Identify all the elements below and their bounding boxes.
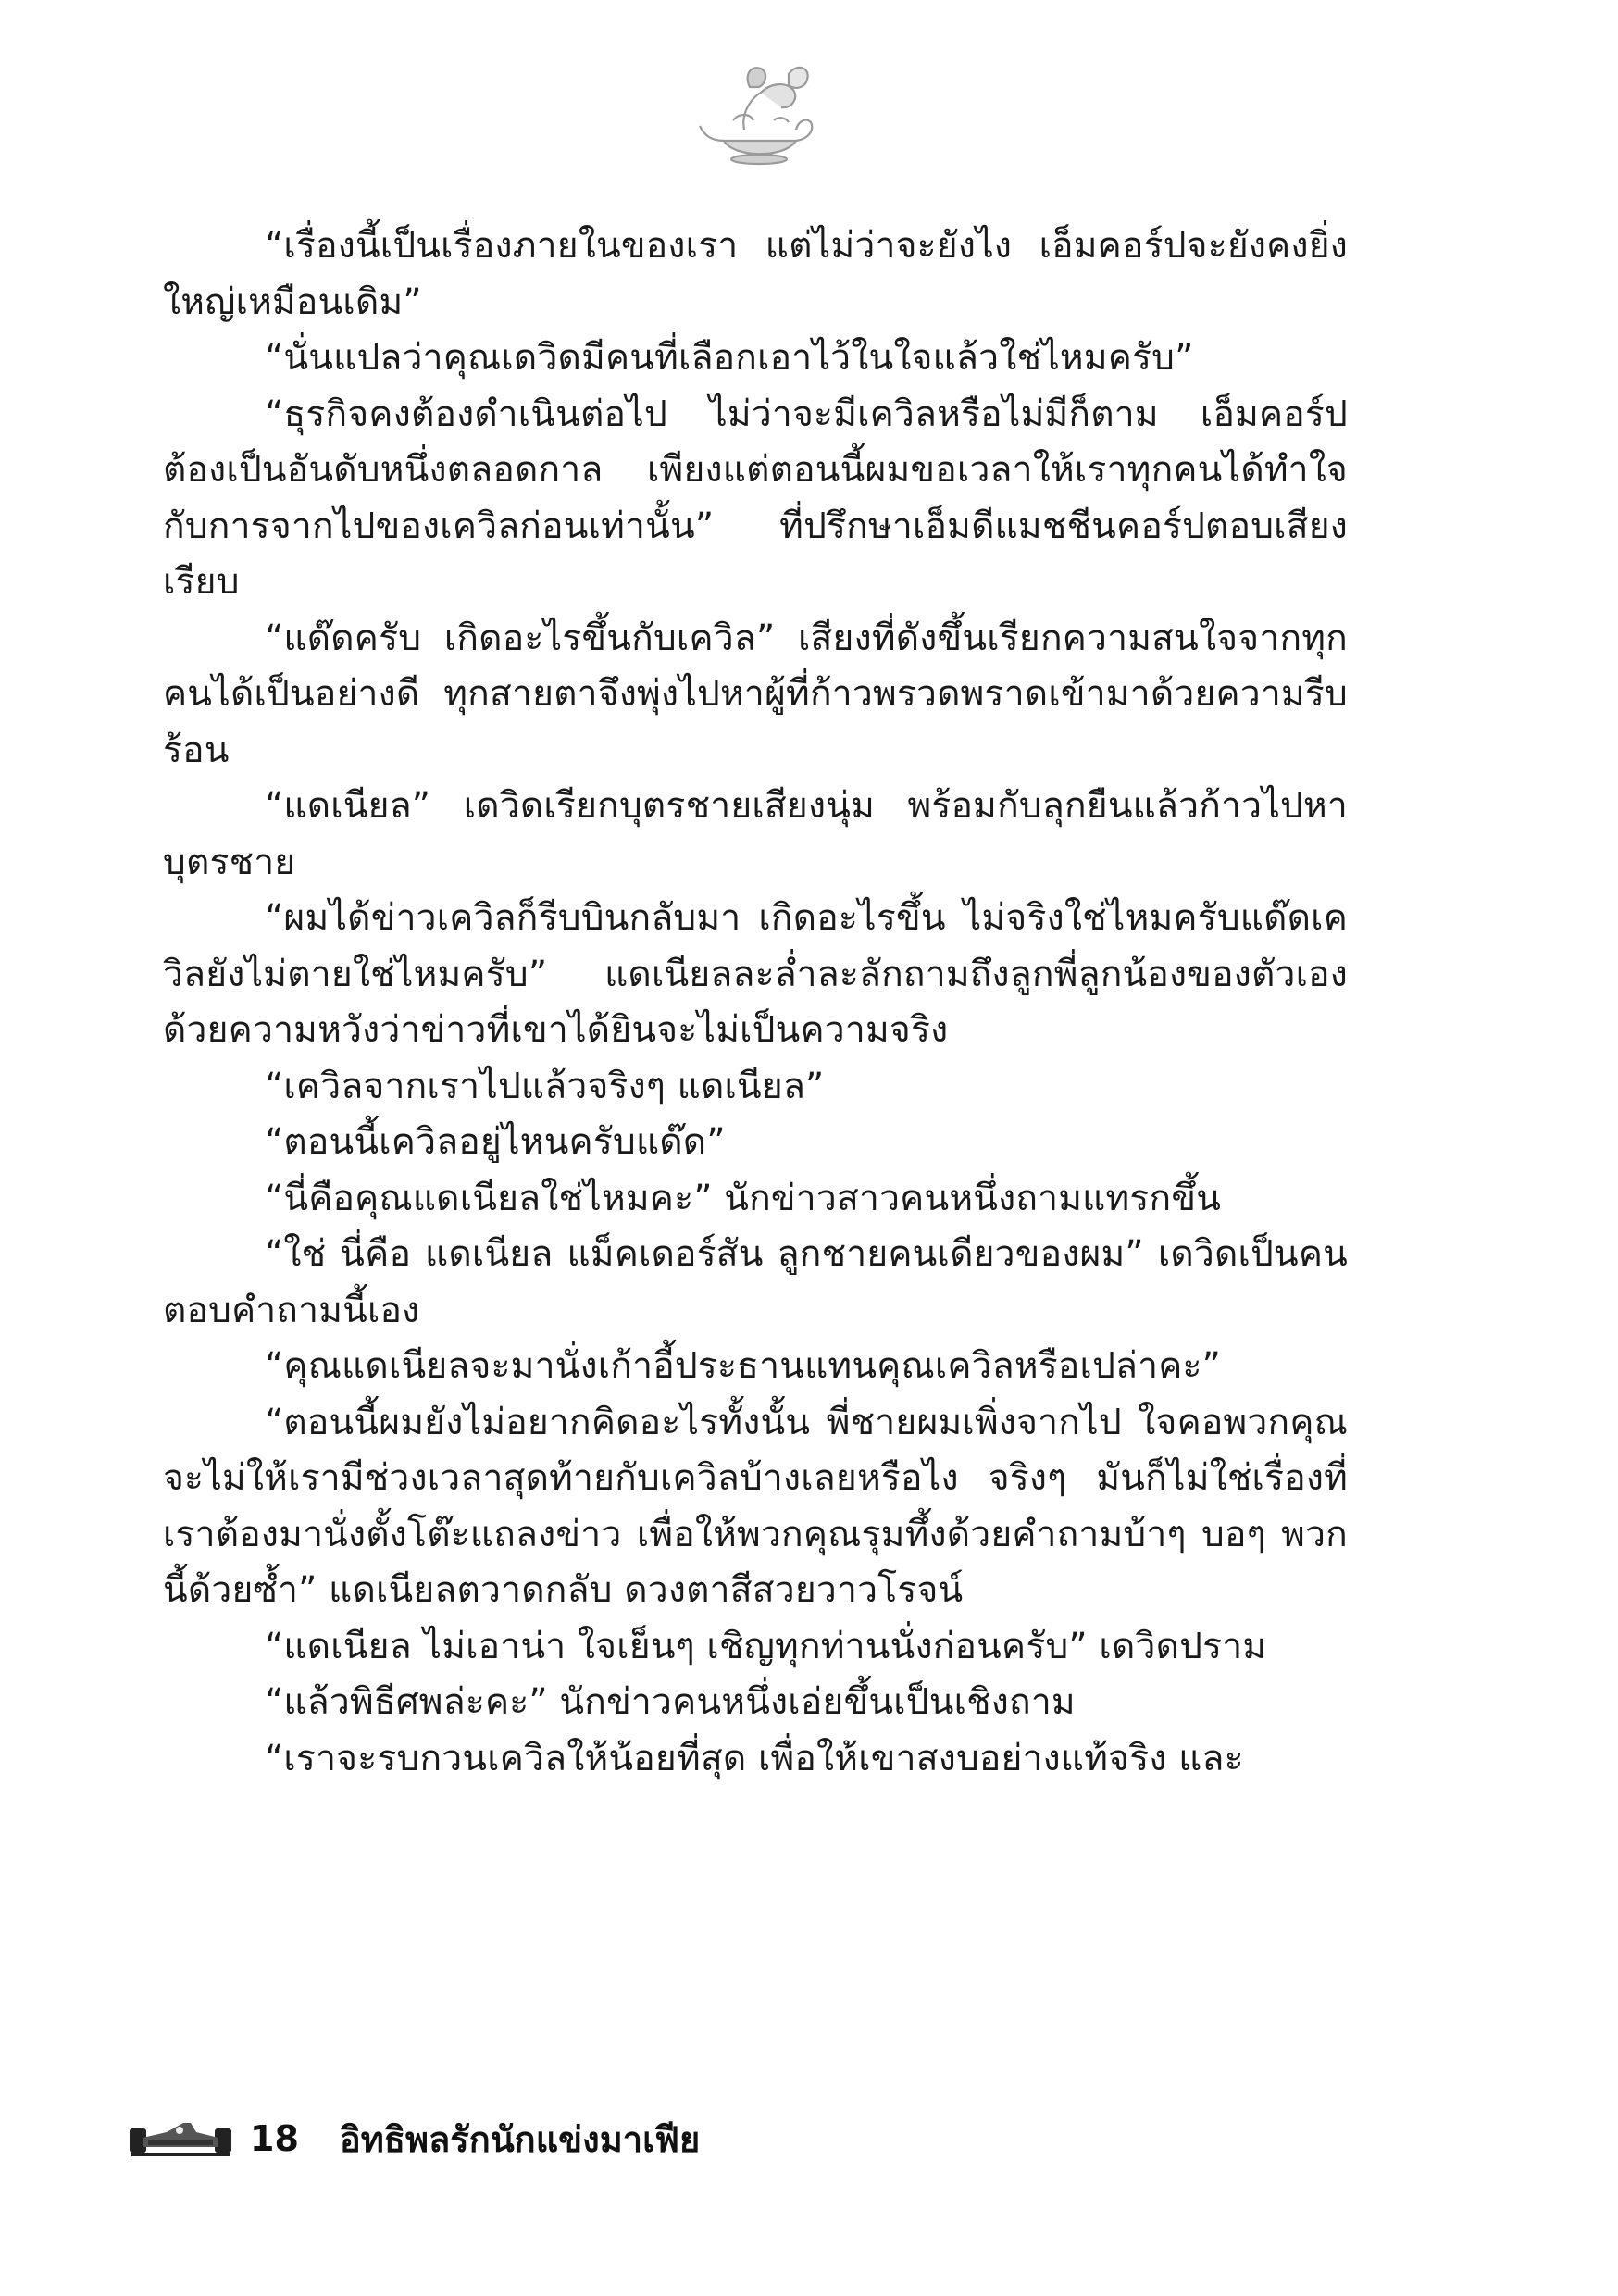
paragraph: “คุณแดเนียลจะมานั่งเก้าอี้ประธานแทนคุณเควิลหรือเปล่าคะ”	[265, 1345, 1222, 1387]
paragraph: “เรื่องนี้เป็นเรื่องภายในของเรา แต่ไม่ว่าจะยังไง เอ็มคอร์ปจะยังคงยิ่งใหญ่เหมือนเดิม”	[163, 225, 1348, 323]
paragraph: “ผมได้ข่าวเควิลก็รีบบินกลับมา เกิดอะไรขึ้น ไม่จริงใช่ไหมครับแด๊ดเควิลยังไม่ตายใช่ไหมครับ” แดเนียลละล่ำละลักถามถึงลูกพี่ลูกน้องของตัวเองด้วยความหวังว่าข่าวที่เขาได้ยินจะไม่เป็นความจริง	[163, 897, 1348, 1051]
paragraph: “ธุรกิจคงต้องดำเนินต่อไป ไม่ว่าจะมีเควิลหรือไม่มีก็ตาม เอ็มคอร์ปต้องเป็นอันดับหนึ่งตลอดกาล เพียงแต่ตอนนี้ผมขอเวลาให้เราทุกคนได้ทำใจกับการจากไปของเควิลก่อนเท่านั้น” ที่ปรึกษาเอ็มดีแมชชีนคอร์ปตอบเสียงเรียบ	[163, 393, 1348, 603]
paragraph: “เราจะรบกวนเควิลให้น้อยที่สุด เพื่อให้เขาสงบอย่างแท้จริง และ	[265, 1737, 1244, 1779]
paragraph: “เควิลจากเราไปแล้วจริงๆ แดเนียล”	[265, 1065, 825, 1107]
paragraph: “ตอนนี้ผมยังไม่อยากคิดอะไรทั้งนั้น พี่ชายผมเพิ่งจากไป ใจคอพวกคุณจะไม่ให้เรามีช่วงเวลาสุดท้ายกับเควิลบ้างเลยหรือไง จริงๆ มันก็ไม่ใช่เรื่องที่เราต้องมานั่งตั้งโต๊ะแถลงข่าว เพื่อให้พวกคุณรุมทึ้งด้วยคำถามบ้าๆ บอๆ พวกนี้ด้วยซ้ำ” แดเนียลตวาดกลับ ดวงตาสีสวยวาวโรจน์	[163, 1401, 1348, 1611]
race-car-icon	[130, 2115, 231, 2162]
paragraph: “แล้วพิธีศพล่ะคะ” นักข่าวคนหนึ่งเอ่ยขึ้นเป็นเชิงถาม	[265, 1681, 1076, 1723]
page-footer	[130, 2111, 700, 2166]
body-text	[163, 218, 1348, 1787]
paragraph: “แด๊ดครับ เกิดอะไรขึ้นกับเควิล” เสียงที่ดังขึ้นเรียกความสนใจจากทุกคนได้เป็นอย่างดี ทุกสายตาจึงพุ่งไปหาผู้ที่ก้าวพรวดพราดเข้ามาด้วยความรีบร้อน	[163, 617, 1348, 771]
paragraph: “ใช่ นี่คือ แดเนียล แม็คเดอร์สัน ลูกชายคนเดียวของผม” เดวิดเป็นคนตอบคำถามนี้เอง	[163, 1233, 1348, 1331]
page-number: 18	[250, 2118, 299, 2159]
book-title: อิทธิพลรักนักแข่งมาเฟีย	[339, 2118, 701, 2160]
paragraph: “แดเนียล ไม่เอาน่า ใจเย็นๆ เชิญทุกท่านนั่งก่อนครับ” เดวิดปราม	[265, 1625, 1267, 1667]
teapot-with-cupid-icon	[696, 56, 816, 167]
paragraph: “นี่คือคุณแดเนียลใช่ไหมคะ” นักข่าวสาวคนหนึ่งถามแทรกขึ้น	[265, 1177, 1222, 1219]
paragraph: “นั่นแปลว่าคุณเดวิดมีคนที่เลือกเอาไว้ในใจแล้วใช่ไหมครับ”	[265, 337, 1194, 379]
paragraph: “แดเนียล” เดวิดเรียกบุตรชายเสียงนุ่ม พร้อมกับลุกยืนแล้วก้าวไปหาบุตรชาย	[163, 785, 1348, 883]
paragraph: “ตอนนี้เควิลอยู่ไหนครับแด๊ด”	[265, 1121, 726, 1163]
